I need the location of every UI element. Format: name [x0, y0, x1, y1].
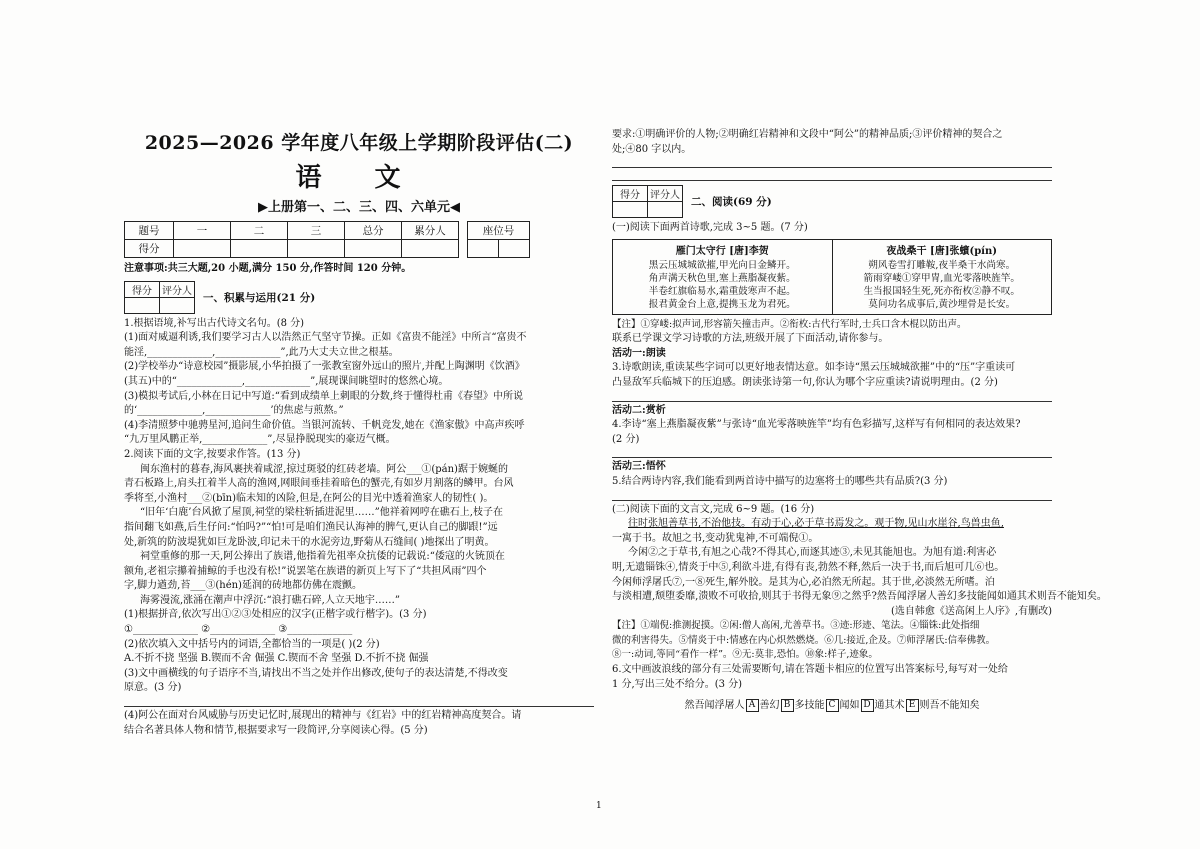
question-line: 3.诗歌朗读,重读某些字词可以更好地表情达意。如李诗“黑云压城城欲摧”中的“压”字重读可	[612, 362, 1016, 374]
question-line: (2)依次填入文中括号内的词语,全都恰当的一项是( )(2 分)	[124, 638, 380, 650]
seat-table	[467, 221, 530, 258]
poem-sanggan	[832, 240, 1052, 314]
passage-line: 季将至,小渔村___②(bīn)临未知的凶险,但是,在阿公的目光中透着渔家人的韧性( )。	[124, 492, 494, 504]
classical-note: 微的利害得失。⑤情炎于中:情感在内心炽然燃烧。⑥几:接近,企及。⑦师浮屠氏:信奉佛教。	[612, 634, 996, 646]
classical-text-line: 今闲师浮屠氏⑦,一⑧死生,解外胶。是其为心,必泊然无所起。其于世,必淡然无所嗜。泊	[612, 576, 995, 588]
question-line: (3)模拟考试后,小林在日记中写道:“看到成绩单上刺眼的分数,终于懂得杜甫《春望》中所说	[124, 390, 524, 402]
score-input-cell[interactable]	[231, 240, 288, 258]
section1-header	[124, 281, 594, 314]
classical-note: ⑧一:动词,等同“看作一样”。⑨无:莫非,恐怕。⑩象:样子,迹象。	[612, 649, 878, 661]
score-header-row	[125, 222, 459, 240]
poem-title: 雁门太守行 [唐]李贺	[675, 245, 769, 257]
passage-line: 青石板路上,肩头扛着半人高的渔网,网眼间垂挂着暗色的蟹壳,有如岁月割落的鳞甲。台风	[124, 478, 514, 490]
poem-line: 生当报国轻生死,死亦衔枚②静不叹。	[863, 286, 1021, 298]
question-line: (4)李清照梦中驰骋星河,追问生命价值。当银河流转、千帆竞发,她在《渔家傲》中高声疾呼	[124, 419, 525, 431]
page-number: 1	[596, 801, 602, 811]
answer-line[interactable]	[612, 391, 1052, 402]
question-line: (1)面对威逼利诱,我们要学习古人以浩然正气坚守节操。正如《富贵不能淫》中所言“富贵不	[124, 332, 527, 344]
section2-header	[612, 185, 1052, 218]
break-mark-box[interactable]: B	[781, 699, 794, 712]
answer-line[interactable]	[612, 170, 1052, 181]
score-cell: 三	[288, 222, 345, 240]
question-line: 结合名著具体人物和情节,根据要求写一段简评,分享阅读心得。(5 分)	[124, 724, 428, 736]
question-line: 要求:①明确评价的人物;②明确红岩精神和文段中“阿公”的精神品质;③评价精神的契合之	[612, 129, 1003, 140]
grader-label: 得分	[125, 281, 160, 297]
poem-line: 角声满天秋色里,塞上燕脂凝夜紫。	[648, 272, 796, 284]
grader-cell[interactable]	[160, 297, 195, 313]
question-line: 1.根据语境,补写出古代诗文名句。(8 分)	[124, 317, 305, 329]
question-line: (3)文中画横线的句子语序不当,请找出不当之处并作出修改,使句子的表达清楚,不得改变	[124, 667, 508, 679]
grader-box	[612, 185, 683, 218]
classical-text-line: 今闲②之于草书,有旭之心哉?不得其心,而逐其迹③,未见其能旭也。为旭有道:利害必	[628, 547, 997, 559]
poem-line: 朔风卷雪打雕鞍,夜半桑干水尚寒。	[868, 259, 1016, 271]
score-input-cell[interactable]	[402, 240, 459, 258]
passage-line: 处,新筑的防波堤犹如巨龙卧波,印记未干的水泥旁边,野菊从石缝间( )地探出了明黄。	[124, 536, 495, 548]
question-line: (其五)中的“_____________,_____________”,展现课间眺望时的悠然心境。	[124, 375, 449, 387]
sentence-segment: 通其术	[874, 700, 905, 712]
score-cell: 二	[231, 222, 288, 240]
grader-label: 评分人	[160, 281, 195, 297]
question-line: (1)根据拼音,依次写出①②③处相应的汉字(正楷字或行楷字)。(3 分)	[124, 609, 427, 621]
classical-text-line: 明,无遗锱铢④,情炎于中⑤,利欲斗进,有得有丧,勃然不释,然后一决于书,而后旭可几⑥也。	[612, 561, 1005, 573]
poem-line: 半卷红旗临易水,霜重鼓寒声不起。	[648, 286, 796, 298]
sentence-segment: 闻如	[839, 700, 860, 712]
score-area	[124, 221, 594, 258]
right-column	[612, 128, 1107, 712]
exam-notice: 注意事项:共三大题,20 小题,满分 150 分,作答时间 120 分钟。	[124, 263, 412, 274]
grader-box	[124, 281, 195, 314]
exam-title: 2025—2026 学年度八年级上学期阶段评估(二)	[144, 132, 574, 154]
sentence-segment: 然吾闻浮屠人	[684, 700, 745, 712]
question-line: 的‘_____________,_____________’的焦虑与煎熬。”	[124, 405, 344, 417]
question-line: (2)学校举办“诗意校园”摄影展,小华拍摄了一张教室窗外远山的照片,并配上陶渊明《饮酒》	[124, 361, 525, 373]
seat-cell[interactable]	[468, 240, 499, 258]
classical-text-line: 一寓于书。故旭之书,变动犹鬼神,不可端倪①。	[612, 532, 819, 544]
classical-note: 【注】①端倪:推测捉摸。②闲:僧人高闲,尤善草书。③迹:形迹、笔法。④锱铢:此处指细	[612, 620, 980, 632]
sentence-segment: 则吾不能知矣	[919, 700, 980, 712]
passage-line: “旧年‘白鹿’台风掀了屋顶,祠堂的梁柱斩插进泥里……”他祥着网哼在礁石上,枝子在	[140, 507, 503, 519]
question-line: 能淫,_____________,_____________”,此乃大丈夫立世之根基。	[124, 346, 399, 358]
passage-line: 额角,老祖宗攥着捕鲸的手也没有松!”说罢笔在族谱的新页上写下了“共担风雨”四个	[124, 565, 487, 577]
score-value-row	[125, 240, 459, 258]
break-mark-box[interactable]: C	[826, 699, 839, 712]
score-input-cell[interactable]	[174, 240, 231, 258]
poem-line: 报君黄金台上意,提携玉龙为君死。	[648, 299, 796, 311]
question-line: 4.李诗“塞上燕脂凝夜紫”与张诗“血光零落映旌竿”均有色彩描写,这样写有何相同的表达效果?	[612, 419, 1021, 431]
question-line: 1 分,写出三处不给分。(3 分)	[612, 678, 743, 690]
grader-cell[interactable]	[648, 202, 683, 218]
score-cell: 累分人	[402, 222, 459, 240]
reading-intro: (二)阅读下面的文言文,完成 6~9 题。(16 分)	[612, 503, 815, 515]
score-table	[124, 221, 459, 258]
score-cell: 题号	[125, 222, 174, 240]
break-mark-box[interactable]: D	[861, 699, 874, 712]
passage-line: 海雾漫流,涨涌在潮声中浮沉:“浪打礁石碎,人立天地宇……”	[140, 594, 400, 606]
answer-line[interactable]	[124, 696, 594, 707]
question-line: (4)阿公在面对台风威胁与历史记忆时,展现出的精神与《红岩》中的红岩精神高度契合。请	[124, 710, 522, 722]
activity-intro: 联系已学课文学习诗歌的方法,班级开展了下面活动,请你参与。	[612, 333, 889, 345]
question-line: (2 分)	[612, 433, 640, 445]
grader-label: 得分	[613, 186, 648, 202]
source-citation: (选自韩愈《送高闲上人序》,有删改)	[891, 605, 1052, 617]
reading-intro: (一)阅读下面两首诗歌,完成 3~5 题。(7 分)	[612, 222, 808, 234]
grader-cell[interactable]	[613, 202, 648, 218]
score-input-cell[interactable]	[288, 240, 345, 258]
subject-title: 语 文	[295, 163, 423, 193]
passage-line: 指间翻飞如燕,后生仔问:“怕吗?”“怕!可是咱们渔民认海神的脾气,更认自己的脚跟!”远	[124, 521, 498, 533]
grader-label: 评分人	[648, 186, 683, 202]
punctuation-sentence	[612, 696, 1052, 712]
question-line: 处;④80 字以内。	[612, 143, 692, 155]
question-line: “九万里风鹏正举,_____________”,尽显挣脱现实的豪迈气概。	[124, 434, 396, 446]
question-line: 原意。(3 分)	[124, 682, 182, 694]
question-line: 5.结合两诗内容,我们能看到两首诗中描写的边塞将士的哪些共有品质?(3 分)	[612, 475, 948, 487]
score-cell: 一	[174, 222, 231, 240]
poem-line: 箭雨穿嵝①穿甲冑,血光零落映旌竿。	[863, 272, 1021, 284]
poem-yanmen	[613, 240, 832, 314]
classical-text-line: 往时张旭善草书,不治他技。有动于心,必于草书焉发之。观于物,见山水崖谷,鸟兽虫鱼,	[628, 518, 1004, 530]
activity-title: 活动二:赏析	[612, 404, 666, 416]
question-line: 2.阅读下面的文字,按要求作答。(13 分)	[124, 448, 301, 460]
score-input-cell[interactable]	[345, 240, 402, 258]
score-cell: 得分	[125, 240, 174, 258]
activity-title: 活动三:悟怀	[612, 461, 666, 473]
answer-line[interactable]	[612, 447, 1052, 458]
choice-options: A.不折不挠 坚强 B.锲而不舍 倔强 C.锲而不舍 坚强 D.不折不挠 倔强	[124, 653, 429, 665]
left-column	[124, 128, 594, 738]
poem-title: 夜战桑干 [唐]张蠙(pín)	[886, 245, 997, 257]
poem-line: 莫问功名成事后,黄沙埋骨是长安。	[868, 299, 1016, 311]
sentence-segment: 善幻	[759, 700, 780, 712]
activity-title: 活动一:朗读	[612, 347, 666, 359]
poem-box	[612, 239, 1052, 315]
answer-line[interactable]	[612, 157, 1052, 168]
passage-line: 字,脚力遒劲,苔___③(hén)延润的砖地都仿佛在震颤。	[124, 580, 362, 592]
break-mark-box[interactable]: E	[906, 699, 919, 712]
section1-content	[124, 317, 594, 739]
poem-line: 黑云压城城欲摧,甲光向日金鳞开。	[648, 259, 796, 271]
classical-text-line: 与淡相遭,颓堕委靡,溃败不可收拾,则其于书得无象⑨之然乎?然吾闻浮屠人善幻多技能闻如通其术则吾不能知矣。	[612, 591, 1107, 603]
break-mark-box[interactable]: A	[746, 699, 759, 712]
score-cell: 总分	[345, 222, 402, 240]
section2-title: 二、阅读(69 分)	[691, 196, 772, 209]
section1-title: 一、积累与运用(21 分)	[203, 291, 316, 304]
sentence-segment: 多技能	[794, 700, 825, 712]
answer-line[interactable]	[612, 490, 1052, 501]
poem-note: 【注】①穿嵝:拟声词,形容箭矢撞击声。②衔枚:古代行军时,士兵口含木棍以防出声。	[612, 318, 967, 330]
passage-line: 闽东渔村的暮春,海风裹挟着咸涩,掠过斑驳的红砖老墙。阿公___①(pán)踞于婉蜒的	[140, 463, 508, 475]
answer-blanks[interactable]: ①_____________ ②_____________ ③_____________	[124, 624, 353, 636]
grader-cell[interactable]	[125, 297, 160, 313]
question-line: 6.文中画波浪线的部分有三处需要断句,请在答题卡相应的位置写出答案标号,每写对一处给	[612, 664, 1008, 676]
passage-line: 祠堂重修的那一天,阿公捧出了族谱,他指着先祖率众抗倭的记载说:“倭寇的火铳顶在	[140, 551, 505, 563]
question-line: 凸显敌军兵临城下的压迫感。朗读张诗第一句,你认为哪个字应重读?请说明理由。(2 分)	[612, 376, 998, 388]
exam-scope: ▶上册第一、二、三、四、六单元◀	[258, 200, 460, 215]
seat-label: 座位号	[468, 222, 530, 240]
seat-cell[interactable]	[499, 240, 530, 258]
